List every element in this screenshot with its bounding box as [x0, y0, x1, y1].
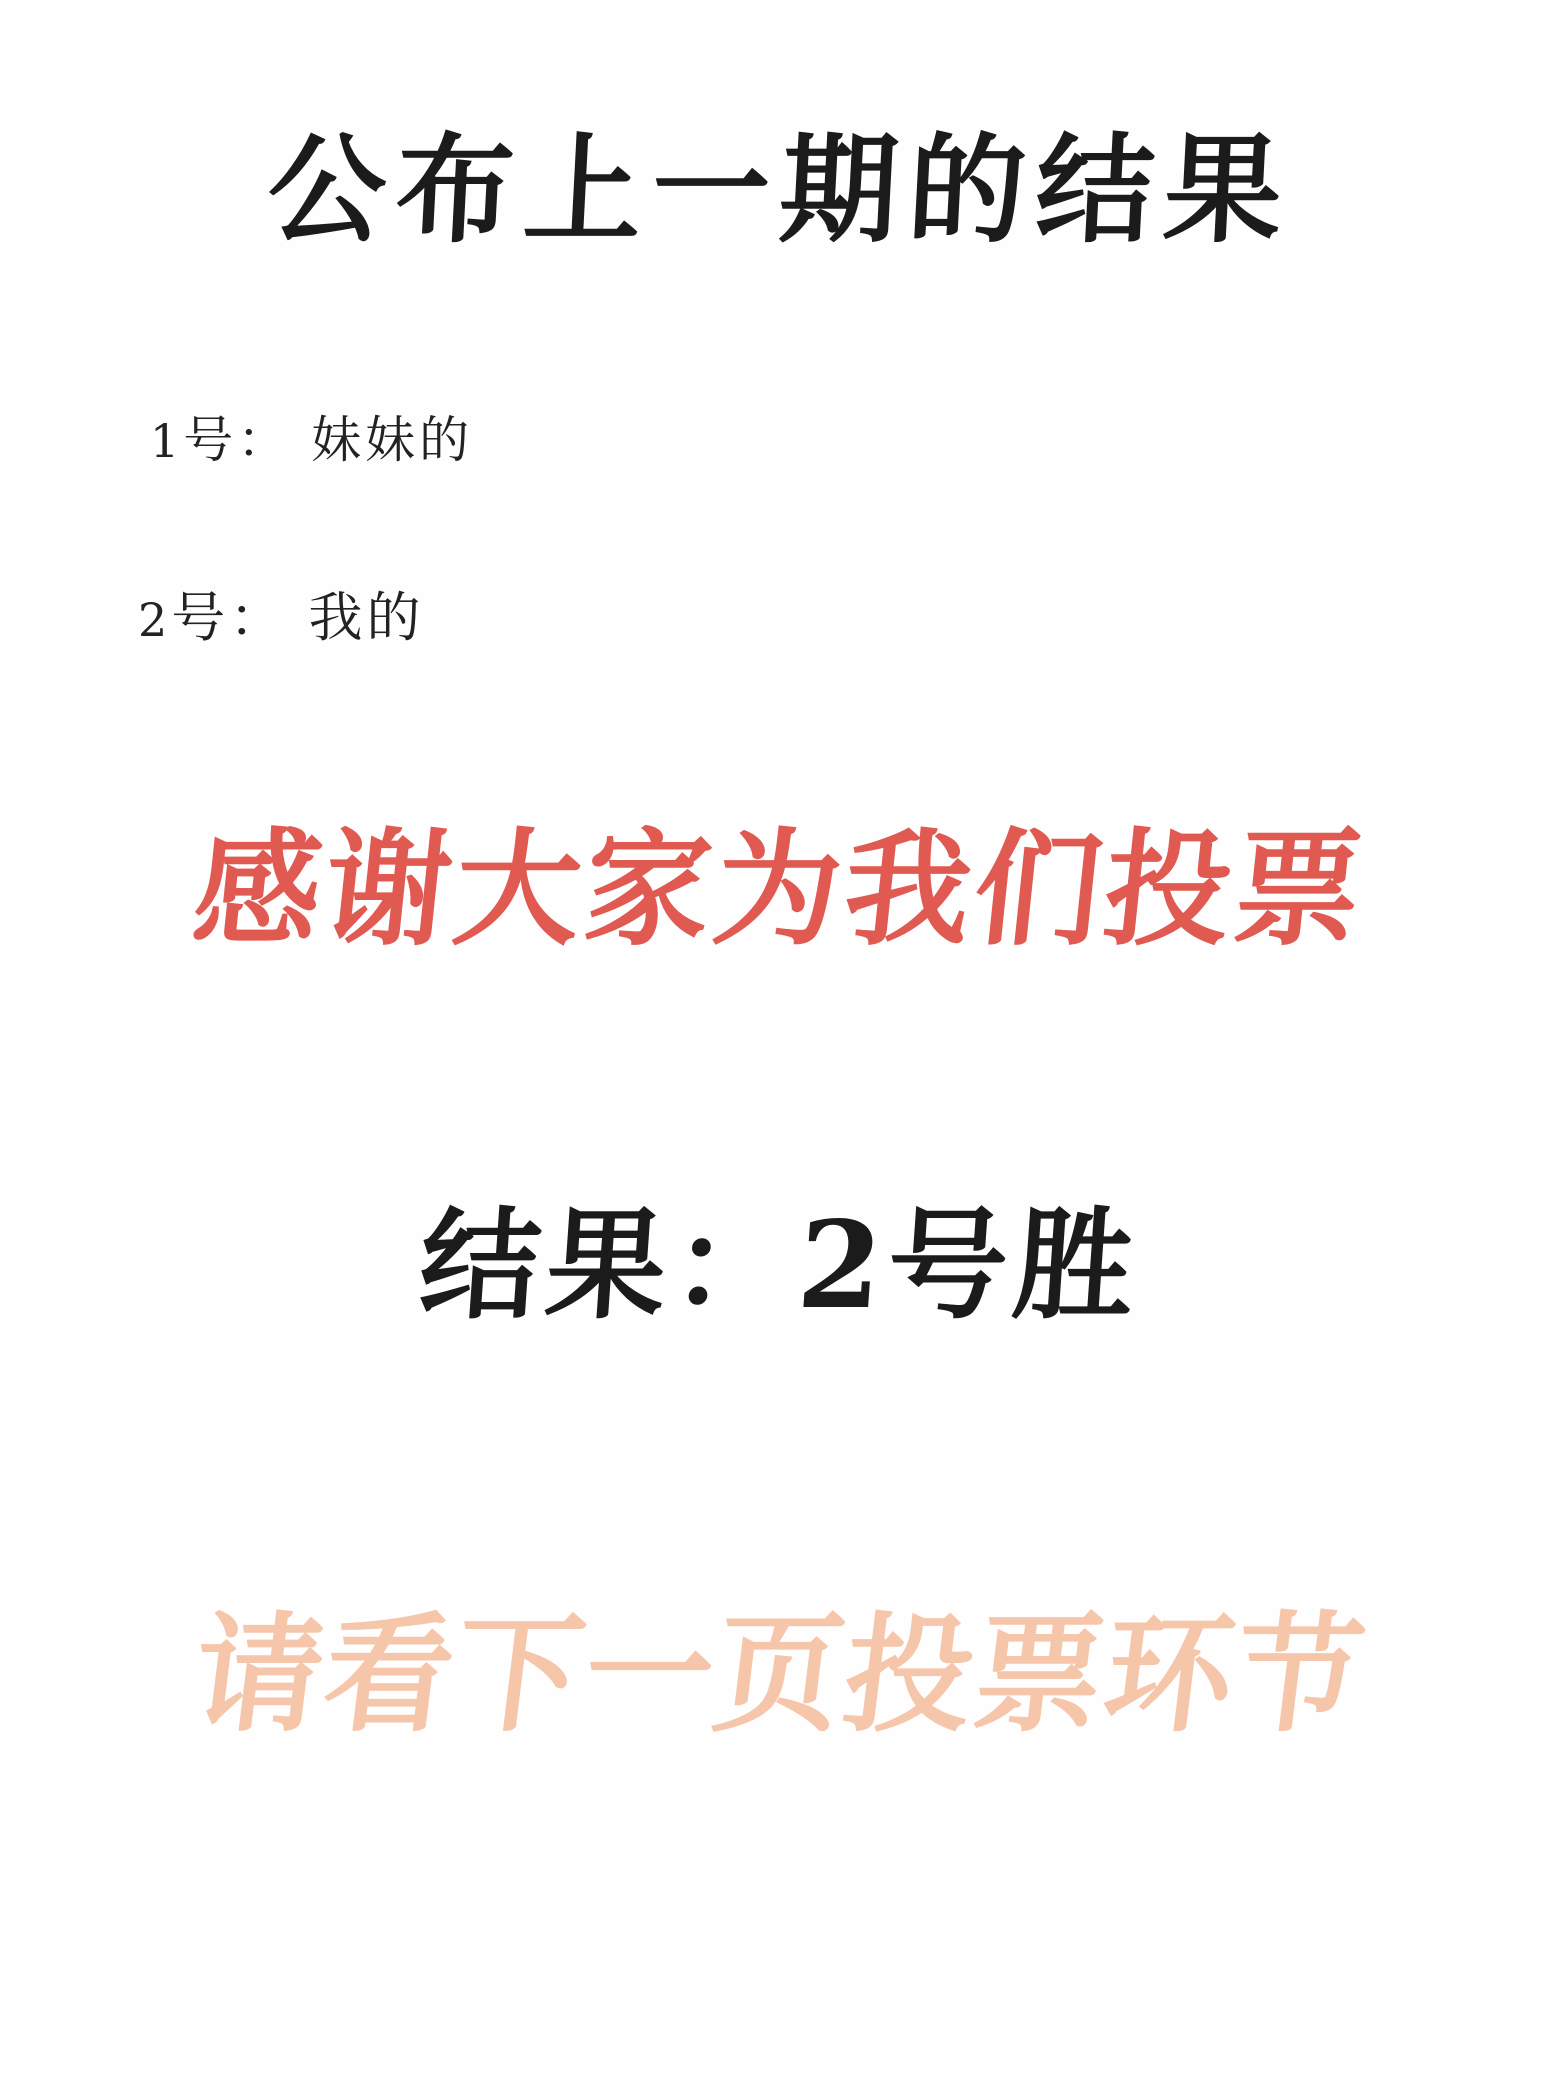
entry-1-marker: 号：	[183, 411, 292, 469]
next-page-note: 请看下一页投票环节	[185, 1600, 1375, 1750]
entry-1-number: 1	[150, 414, 184, 468]
entry-2-label: 我的	[308, 586, 425, 649]
entry-row-2	[138, 575, 424, 652]
thanks-message: 感谢大家为我们投票	[187, 815, 1373, 963]
entry-2-marker: 号：	[171, 586, 288, 649]
entry-1-label: 妹妹的	[311, 411, 474, 469]
page-title: 公布上一期的结果	[264, 120, 1296, 259]
entry-2-number: 2	[138, 593, 172, 647]
entry-row-1	[150, 400, 473, 472]
result-announcement: 结果：2号胜	[415, 1195, 1145, 1336]
